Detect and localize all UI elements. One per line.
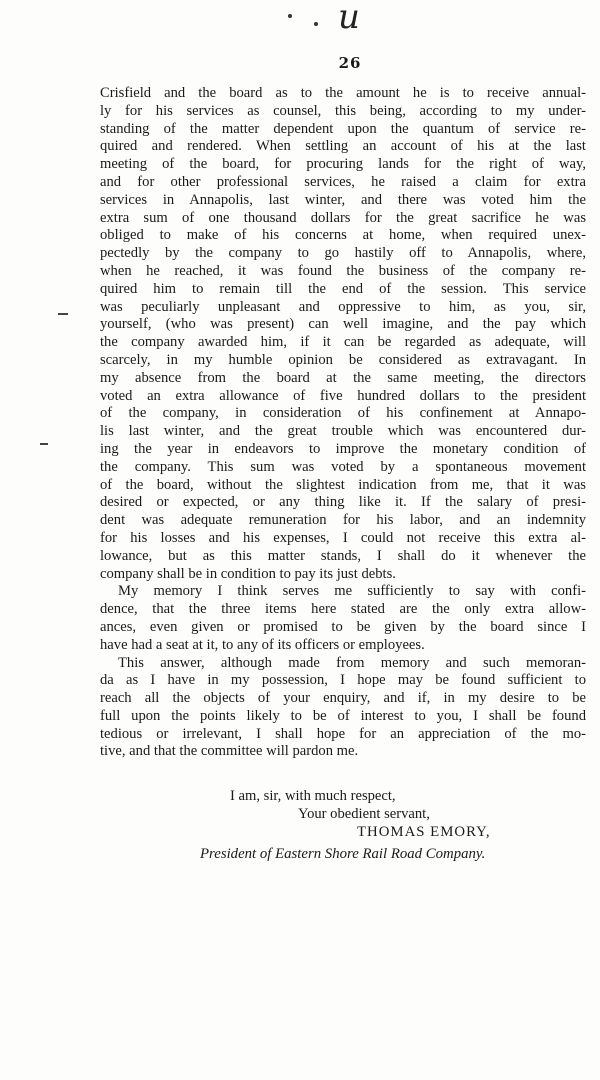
text-line: quired and rendered. When settling an account of his at the last [100, 138, 586, 155]
text-line: voted an extra allowance of five hundred dollars to the president [100, 387, 586, 404]
text-line: desired or expected, or any thing like it. If the salary of presi- [100, 494, 586, 511]
margin-mark [58, 313, 68, 315]
handwritten-mark: u [338, 0, 358, 37]
ink-dot [288, 14, 292, 18]
text-line: of the company, in consideration of his confinement at Annapo- [100, 405, 586, 422]
text-line: the company awarded him, if it can be regarded as adequate, will [100, 334, 586, 351]
signature-name: THOMAS EMORY, [357, 824, 491, 840]
text-line: lis last winter, and the great trouble which was encountered dur- [100, 423, 586, 440]
text-line: company shall be in condition to pay its just debts. [100, 565, 396, 582]
text-line: ly for his services as counsel, this being, according to my under- [100, 102, 586, 119]
text-line: This answer, although made from memory and such memoran- [118, 654, 586, 671]
text-line: extra sum of one thousand dollars for the great sacrifice he was [100, 209, 586, 226]
text-line: of the board, without the slightest indication from me, that it was [100, 476, 586, 493]
text-line: have had a seat at it, to any of its officers or employees. [100, 636, 425, 653]
text-line: obliged to make of his concerns at home, when required unex- [100, 227, 586, 244]
text-line: my absence from the board at the same meeting, the directors [100, 369, 586, 386]
text-line: ing the year in endeavors to improve the monetary condition of [100, 440, 586, 457]
text-line: da as I have in my possession, I hope may be found sufficient to [100, 672, 586, 689]
text-line: My memory I think serves me sufficiently to say with confi- [118, 583, 586, 600]
text-line: dent was adequate remuneration for his labor, and an indemnity [100, 512, 586, 529]
text-line: standing of the matter dependent upon the quantum of service re- [100, 120, 586, 137]
text-line: quired him to remain till the end of the session. This service [100, 280, 586, 297]
ink-dot [314, 22, 318, 26]
text-line: full upon the points likely to be of interest to you, I shall be found [100, 707, 586, 724]
text-line: lowance, but as this matter stands, I shall do it whenever the [100, 547, 586, 564]
text-line: for his losses and his expenses, I could not receive this extra al- [100, 529, 586, 546]
text-line: ances, even given or promised to be given by the board since I [100, 618, 586, 635]
text-line: the company. This sum was voted by a spontaneous movement [100, 458, 586, 475]
text-line: tedious or irrelevant, I shall hope for an appreciation of the mo- [100, 725, 586, 742]
text-line: tive, and that the committee will pardon me. [100, 743, 359, 760]
margin-mark [40, 443, 48, 445]
text-line: meeting of the board, for procuring lands for the right of way, [100, 156, 586, 173]
text-line: yourself, (who was present) can well imagine, and the pay which [100, 316, 586, 333]
closing-salutation: I am, sir, with much respect, [230, 788, 396, 804]
text-line: reach all the objects of your enquiry, and if, in my desire to be [100, 690, 586, 707]
text-line: pectedly by the company to go hastily off to Annapolis, where, [100, 245, 586, 262]
text-line: dence, that the three items here stated are the only extra allow- [100, 601, 586, 618]
text-line: scarcely, in my humble opinion be considered as extravagant. In [100, 351, 586, 368]
text-line: Crisfield and the board as to the amount he is to receive annual- [100, 85, 586, 101]
page-number: 26 [338, 54, 362, 72]
closing-valediction: Your obedient servant, [298, 806, 430, 822]
signature-title: President of Eastern Shore Rail Road Company. [200, 846, 486, 862]
text-line: and for other professional services, he raised a claim for extra [100, 173, 586, 190]
text-line: when he reached, it was found the business of the company re- [100, 262, 586, 279]
text-line: services in Annapolis, last winter, and there was voted him the [100, 191, 586, 208]
letter-body [100, 85, 586, 761]
text-line: was peculiarly unpleasant and oppressive to him, as you, sir, [100, 298, 586, 315]
